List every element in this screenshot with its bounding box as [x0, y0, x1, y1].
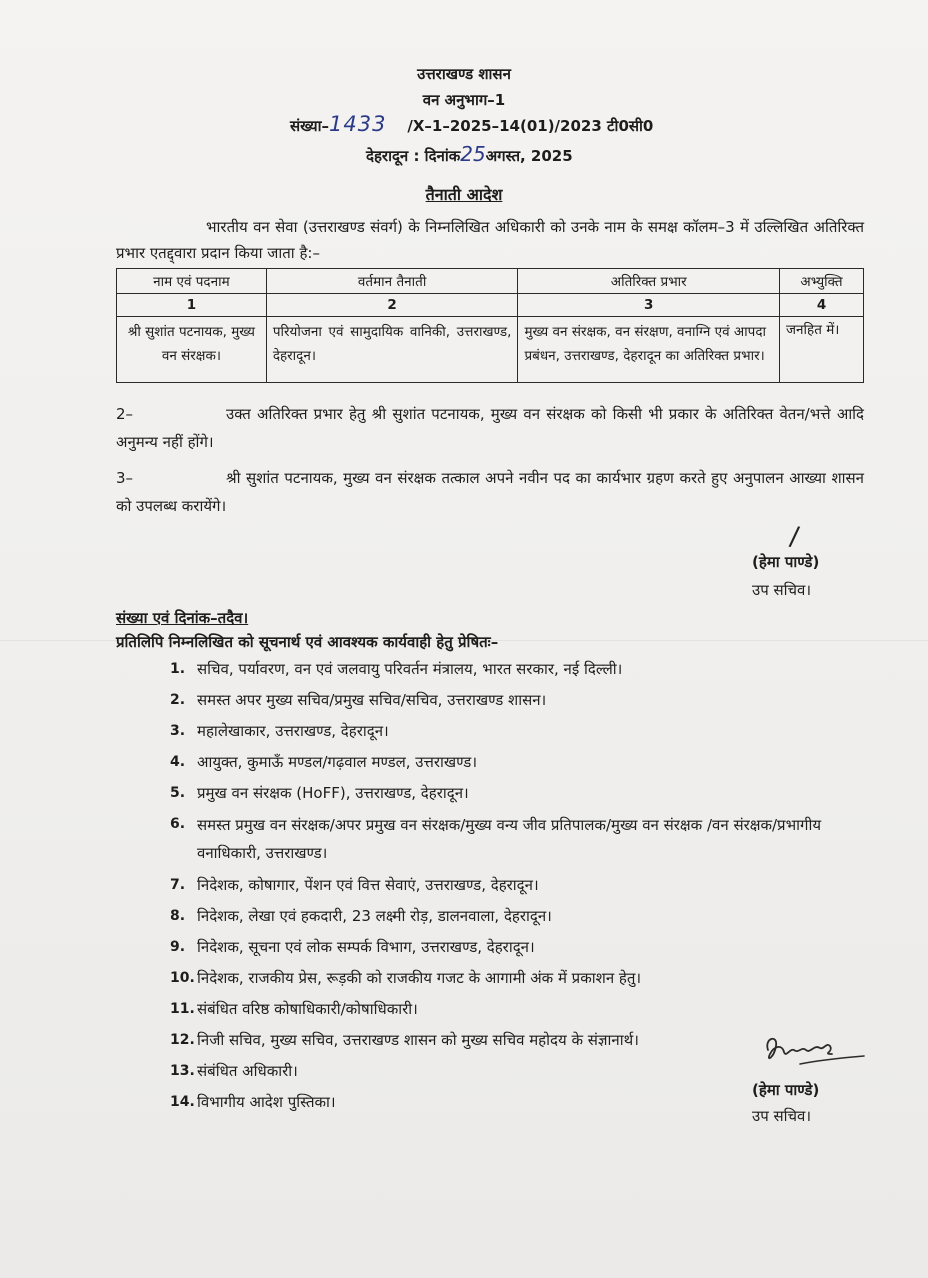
list-item: 10. निदेशक, राजकीय प्रेस, रूड़की को राजकीय गजट के आगामी अंक में प्रकाशन हेतु।: [170, 969, 642, 987]
department-heading: वन अनुभाग–1: [422, 91, 506, 109]
list-item: 2. समस्त अपर मुख्य सचिव/प्रमुख सचिव/सचिव, उत्तराखण्ड शासन।: [170, 691, 547, 709]
intro-paragraph: [116, 214, 864, 266]
remarks-cell: जनहित में।: [780, 317, 864, 383]
handwritten-date-day: 25: [460, 142, 486, 166]
signatory-designation: उप सचिव।: [752, 581, 812, 599]
signatory-name: (हेमा पाण्डे): [752, 1081, 820, 1099]
list-item: 7. निदेशक, कोषागार, पेंशन एवं वित्त सेवाएं, उत्तराखण्ड, देहरादून।: [170, 876, 539, 894]
table-column-number-row: [117, 294, 864, 317]
list-item: 6. समस्त प्रमुख वन संरक्षक/अपर प्रमुख वन संरक्षक/मुख्य वन्य जीव प्रतिपालक/मुख्य वन संरक्षक /वन संरक्षक/प्रभागीय वनाधिकारी, उत्तराखण्ड।: [170, 816, 822, 862]
intro-text: भारतीय वन सेवा (उत्तराखण्ड संवर्ग) के निम्नलिखित अधिकारी को उनके नाम के समक्ष कॉलम–3 में उल्लिखित अतिरिक्त प्रभार एतद्द्वारा प्रदान किया जाता है:–: [116, 218, 864, 262]
list-item: 4. आयुक्त, कुमाऊँ मण्डल/गढ़वाल मण्डल, उत्तराखण्ड।: [170, 753, 478, 771]
table-row: [117, 317, 864, 383]
paragraph-3: [116, 464, 864, 520]
additional-charge-cell: मुख्य वन संरक्षक, वन संरक्षण, वनाग्नि एवं आपदा प्रबंधन, उत्तराखण्ड, देहरादून का अतिरिक्त प्रभार।: [518, 317, 780, 383]
list-item: 5. प्रमुख वन संरक्षक (HoFF), उत्तराखण्ड, देहरादून।: [170, 784, 469, 802]
column-number: 3: [518, 294, 780, 317]
officer-name-cell: श्री सुशांत पटनायक, मुख्य वन संरक्षक।: [117, 317, 267, 383]
table-header: नाम एवं पदनाम: [117, 269, 267, 294]
copy-forwarded-heading: प्रतिलिपि निम्नलिखित को सूचनार्थ एवं आवश्यक कार्यवाही हेतु प्रेषितः–: [116, 633, 499, 651]
column-number: 4: [780, 294, 864, 317]
list-item: 9. निदेशक, सूचना एवं लोक सम्पर्क विभाग, उत्तराखण्ड, देहरादून।: [170, 938, 535, 956]
list-item: 8. निदेशक, लेखा एवं हकदारी, 23 लक्ष्मी रोड़, डालनवाला, देहरादून।: [170, 907, 552, 925]
date-suffix: अगस्त, 2025: [485, 147, 573, 165]
current-posting-cell: परियोजना एवं सामुदायिक वानिकी, उत्तराखण्ड, देहरादून।: [266, 317, 518, 383]
list-item: 13. संबंधित अधिकारी।: [170, 1062, 298, 1080]
table-header: वर्तमान तैनाती: [266, 269, 518, 294]
government-heading: उत्तराखण्ड शासन: [417, 65, 511, 83]
date-line: [366, 142, 573, 166]
date-prefix: देहरादून : दिनांक: [366, 147, 461, 165]
list-item: 1. सचिव, पर्यावरण, वन एवं जलवायु परिवर्तन मंत्रालय, भारत सरकार, नई दिल्ली।: [170, 660, 623, 678]
paragraph-text: श्री सुशांत पटनायक, मुख्य वन संरक्षक तत्काल अपने नवीन पद का कार्यभार ग्रहण करते हुए अनुपालन आख्या शासन को उपलब्ध करायेंगे।: [116, 469, 864, 515]
paragraph-number: 2–: [116, 405, 134, 423]
table-header: अतिरिक्त प्रभार: [518, 269, 780, 294]
paragraph-number: 3–: [116, 469, 134, 487]
copy-number-date: संख्या एवं दिनांक–तदैव।: [116, 609, 249, 627]
signatory-designation: उप सचिव।: [752, 1107, 812, 1125]
table-header: अभ्युक्ति: [780, 269, 864, 294]
list-item: 14. विभागीय आदेश पुस्तिका।: [170, 1093, 336, 1111]
list-item: 3. महालेखाकार, उत्तराखण्ड, देहरादून।: [170, 722, 389, 740]
number-label: संख्या–: [290, 117, 330, 135]
list-item: 12. निजी सचिव, मुख्य सचिव, उत्तराखण्ड शासन को मुख्य सचिव महोदय के संज्ञानार्थ।: [170, 1031, 639, 1049]
column-number: 1: [117, 294, 267, 317]
paragraph-text: उक्त अतिरिक्त प्रभार हेतु श्री सुशांत पटनायक, मुख्य वन संरक्षक को किसी भी प्रकार के अतिरिक्त वेतन/भत्ते आदि अनुमन्य नहीं होंगे।: [116, 405, 864, 451]
order-subject: [0, 183, 928, 205]
table-header-row: [117, 269, 864, 294]
order-number-line: [290, 112, 653, 136]
posting-table: [116, 268, 864, 383]
signature-mark: /: [787, 521, 801, 553]
handwritten-signature: [760, 1028, 870, 1076]
subject-title: तैनाती आदेश: [425, 185, 503, 204]
column-number: 2: [266, 294, 518, 317]
signatory-name: (हेमा पाण्डे): [752, 553, 820, 571]
paragraph-2: [116, 400, 864, 456]
file-reference: /X–1–2025–14(01)/2023 टी0सी0: [407, 117, 654, 135]
handwritten-number: 1433: [329, 112, 387, 136]
list-item: 11. संबंधित वरिष्ठ कोषाधिकारी/कोषाधिकारी।: [170, 1000, 418, 1018]
